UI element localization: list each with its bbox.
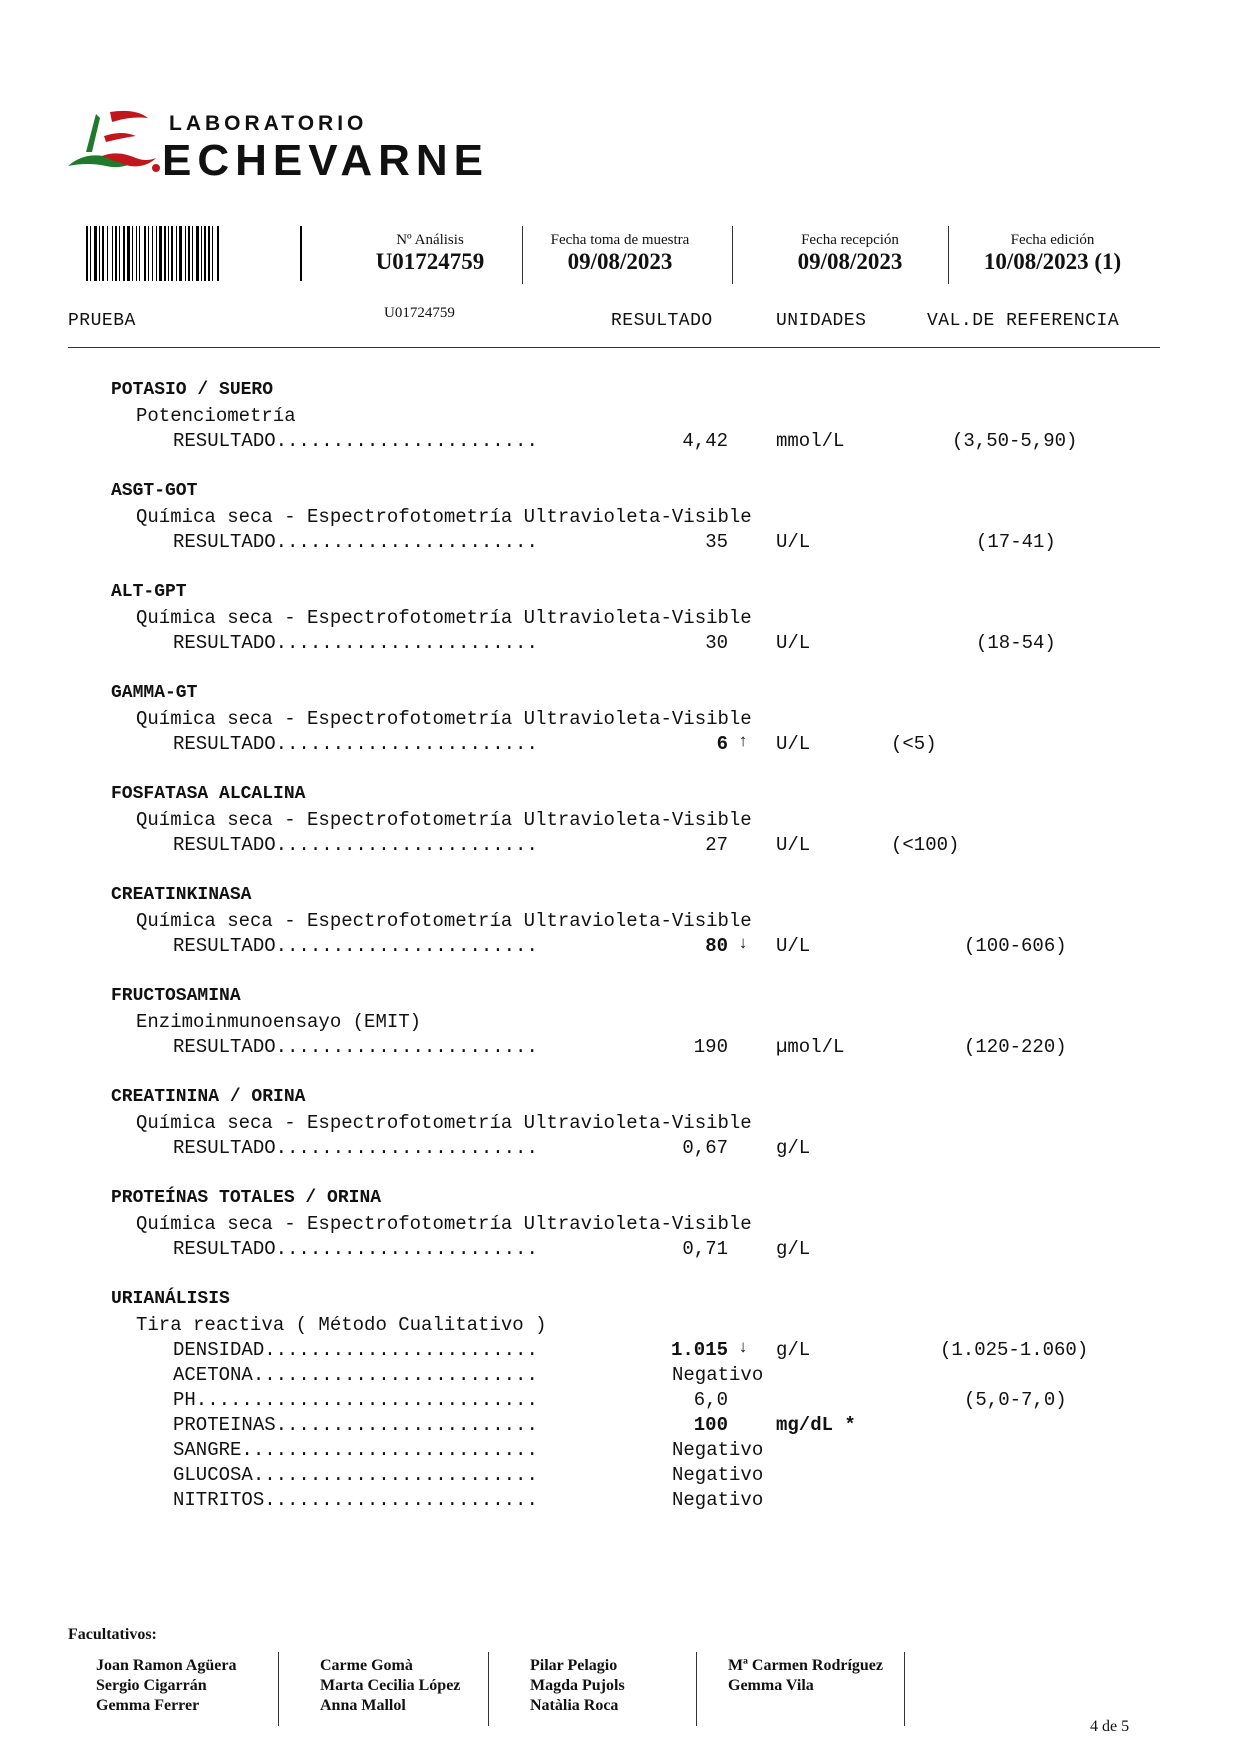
result-row	[0, 1036, 1240, 1061]
result-label: RESULTADO.......................	[173, 1238, 538, 1260]
result-label: RESULTADO.......................	[173, 733, 538, 755]
header-divider	[732, 226, 733, 284]
physician-name: Anna Mallol	[320, 1697, 406, 1714]
barcode-icon	[86, 226, 302, 281]
test-name: ASGT-GOT	[111, 481, 198, 501]
test-method: Enzimoinmunoensayo (EMIT)	[136, 1011, 422, 1033]
test-method: Potenciometría	[136, 405, 296, 427]
column-header-reference: VAL.DE REFERENCIA	[927, 311, 1120, 331]
result-unit: U/L	[776, 733, 811, 755]
result-value: Negativo	[672, 1439, 764, 1461]
laboratory-logo	[66, 108, 606, 188]
physician-name: Marta Cecilia López	[320, 1677, 461, 1694]
result-row	[0, 1364, 1240, 1389]
result-unit: U/L	[776, 935, 811, 957]
physician-name: Mª Carmen Rodríguez	[728, 1657, 883, 1674]
result-value: 1.015	[670, 1339, 728, 1361]
physicians-column	[728, 1656, 883, 1696]
sub-analysis-id: U01724759	[384, 305, 455, 321]
physician-name: Natàlia Roca	[530, 1697, 619, 1714]
header-divider	[522, 226, 523, 284]
physicians-title: Facultativos:	[68, 1626, 157, 1643]
result-label: RESULTADO.......................	[173, 1036, 538, 1058]
result-value: 4,42	[682, 430, 728, 452]
result-value: 27	[705, 834, 728, 856]
physician-name: Sergio Cigarrán	[96, 1677, 207, 1694]
result-unit: U/L	[776, 632, 811, 654]
reception-date-box	[750, 226, 950, 284]
reception-date-label: Fecha recepción	[801, 232, 899, 248]
result-label: NITRITOS........................	[173, 1489, 538, 1511]
result-row	[0, 1389, 1240, 1414]
result-value: 6,0	[693, 1389, 728, 1411]
physicians-divider	[696, 1652, 697, 1726]
reference-range: (18-54)	[976, 632, 1056, 654]
test-name: ALT-GPT	[111, 582, 187, 602]
test-method: Química seca - Espectrofotometría Ultravioleta-Visible	[136, 607, 752, 629]
test-block	[0, 683, 1240, 784]
result-value: Negativo	[672, 1364, 764, 1386]
test-name: FRUCTOSAMINA	[111, 986, 241, 1006]
reference-range: (120-220)	[964, 1036, 1067, 1058]
analysis-number-box	[340, 226, 520, 284]
physicians-divider	[278, 1652, 279, 1726]
test-block	[0, 986, 1240, 1087]
result-value: Negativo	[672, 1489, 764, 1511]
test-results-list	[0, 380, 1240, 1540]
result-row	[0, 1339, 1240, 1364]
analysis-number-value: U01724759	[375, 249, 485, 274]
result-row	[0, 733, 1240, 758]
test-block	[0, 885, 1240, 986]
result-unit: mg/dL *	[776, 1414, 856, 1436]
result-row	[0, 430, 1240, 455]
physician-name: Pilar Pelagio	[530, 1657, 618, 1674]
test-block	[0, 481, 1240, 582]
reference-range: (3,50-5,90)	[952, 430, 1078, 452]
arrow-up-icon: ↑	[738, 733, 749, 752]
physician-name: Joan Ramon Agüera	[96, 1657, 237, 1674]
test-name: URIANÁLISIS	[111, 1289, 230, 1309]
result-row	[0, 1137, 1240, 1162]
result-value: 0,71	[682, 1238, 728, 1260]
test-name: POTASIO / SUERO	[111, 380, 274, 400]
physician-name: Carme Gomà	[320, 1657, 413, 1674]
result-row	[0, 531, 1240, 556]
result-value: 0,67	[682, 1137, 728, 1159]
page-number: 4 de 5	[1090, 1718, 1130, 1735]
physicians-column	[530, 1656, 625, 1716]
result-label: ACETONA.........................	[173, 1364, 538, 1386]
test-block	[0, 784, 1240, 885]
reception-date-value: 09/08/2023	[797, 249, 903, 274]
reference-range: (17-41)	[976, 531, 1056, 553]
physician-name: Gemma Vila	[728, 1677, 814, 1694]
result-value: 80	[705, 935, 728, 957]
logo-mark-icon	[66, 108, 166, 188]
result-label: RESULTADO.......................	[173, 430, 538, 452]
result-value: 35	[705, 531, 728, 553]
test-block	[0, 582, 1240, 683]
result-value: 100	[693, 1414, 728, 1436]
header-rule	[68, 347, 1160, 348]
header-divider	[948, 226, 949, 284]
test-method: Química seca - Espectrofotometría Ultravioleta-Visible	[136, 910, 752, 932]
reference-range: (<5)	[891, 733, 937, 755]
result-row	[0, 1238, 1240, 1263]
test-name: CREATININA / ORINA	[111, 1087, 306, 1107]
sample-date-box	[530, 226, 710, 284]
column-header-units: UNIDADES	[776, 311, 867, 331]
test-name: CREATINKINASA	[111, 885, 252, 905]
reference-range: (<100)	[891, 834, 960, 856]
result-label: DENSIDAD........................	[173, 1339, 538, 1361]
physicians-column	[96, 1656, 236, 1716]
test-block	[0, 1188, 1240, 1289]
analysis-number-label: Nº Análisis	[396, 232, 464, 248]
reference-range: (100-606)	[964, 935, 1067, 957]
logo-main-text: ECHEVARNE	[162, 136, 490, 185]
result-label: PH..............................	[173, 1389, 538, 1411]
physicians-column	[320, 1656, 460, 1716]
physicians-divider	[488, 1652, 489, 1726]
physician-name: Gemma Ferrer	[96, 1697, 200, 1714]
edition-date-label: Fecha edición	[1010, 232, 1095, 248]
result-unit: mmol/L	[776, 430, 845, 452]
edition-date-value: 10/08/2023 (1)	[983, 249, 1122, 274]
result-unit: U/L	[776, 531, 811, 553]
arrow-down-icon: ↓	[738, 935, 749, 954]
test-method: Química seca - Espectrofotometría Ultravioleta-Visible	[136, 708, 752, 730]
result-unit: g/L	[776, 1137, 811, 1159]
sample-date-value: 09/08/2023	[567, 249, 673, 274]
result-label: RESULTADO.......................	[173, 1137, 538, 1159]
result-label: GLUCOSA.........................	[173, 1464, 538, 1486]
test-method: Química seca - Espectrofotometría Ultravioleta-Visible	[136, 809, 752, 831]
result-row	[0, 1464, 1240, 1489]
test-method: Química seca - Espectrofotometría Ultravioleta-Visible	[136, 506, 752, 528]
reference-range: (5,0-7,0)	[964, 1389, 1067, 1411]
result-label: RESULTADO.......................	[173, 531, 538, 553]
test-method: Tira reactiva ( Método Cualitativo )	[136, 1314, 547, 1336]
result-label: SANGRE..........................	[173, 1439, 538, 1461]
test-name: GAMMA-GT	[111, 683, 198, 703]
test-block	[0, 380, 1240, 481]
result-row	[0, 632, 1240, 657]
result-label: RESULTADO.......................	[173, 834, 538, 856]
result-row	[0, 1489, 1240, 1514]
result-value: Negativo	[672, 1464, 764, 1486]
result-row	[0, 834, 1240, 859]
result-unit: g/L	[776, 1339, 811, 1361]
result-unit: g/L	[776, 1238, 811, 1260]
test-block	[0, 1289, 1240, 1540]
result-label: RESULTADO.......................	[173, 632, 538, 654]
test-method: Química seca - Espectrofotometría Ultravioleta-Visible	[136, 1213, 752, 1235]
test-name: PROTEÍNAS TOTALES / ORINA	[111, 1188, 382, 1208]
physician-name: Magda Pujols	[530, 1677, 625, 1694]
test-block	[0, 1087, 1240, 1188]
test-name: FOSFATASA ALCALINA	[111, 784, 306, 804]
reference-range: (1.025-1.060)	[940, 1339, 1089, 1361]
result-label: PROTEINAS.......................	[173, 1414, 538, 1436]
test-method: Química seca - Espectrofotometría Ultravioleta-Visible	[136, 1112, 752, 1134]
result-value: 6	[716, 733, 728, 755]
result-row	[0, 935, 1240, 960]
result-label: RESULTADO.......................	[173, 935, 538, 957]
result-row	[0, 1439, 1240, 1464]
result-value: 190	[693, 1036, 728, 1058]
result-unit: µmol/L	[776, 1036, 845, 1058]
column-header-test: PRUEBA	[68, 311, 136, 331]
edition-date-box	[955, 226, 1150, 284]
result-unit: U/L	[776, 834, 811, 856]
result-value: 30	[705, 632, 728, 654]
arrow-down-icon: ↓	[738, 1339, 749, 1358]
logo-top-text: LABORATORIO	[169, 112, 368, 135]
column-header-result: RESULTADO	[611, 311, 713, 331]
sample-date-label: Fecha toma de muestra	[550, 232, 690, 248]
result-row	[0, 1414, 1240, 1439]
physicians-divider	[904, 1652, 905, 1726]
